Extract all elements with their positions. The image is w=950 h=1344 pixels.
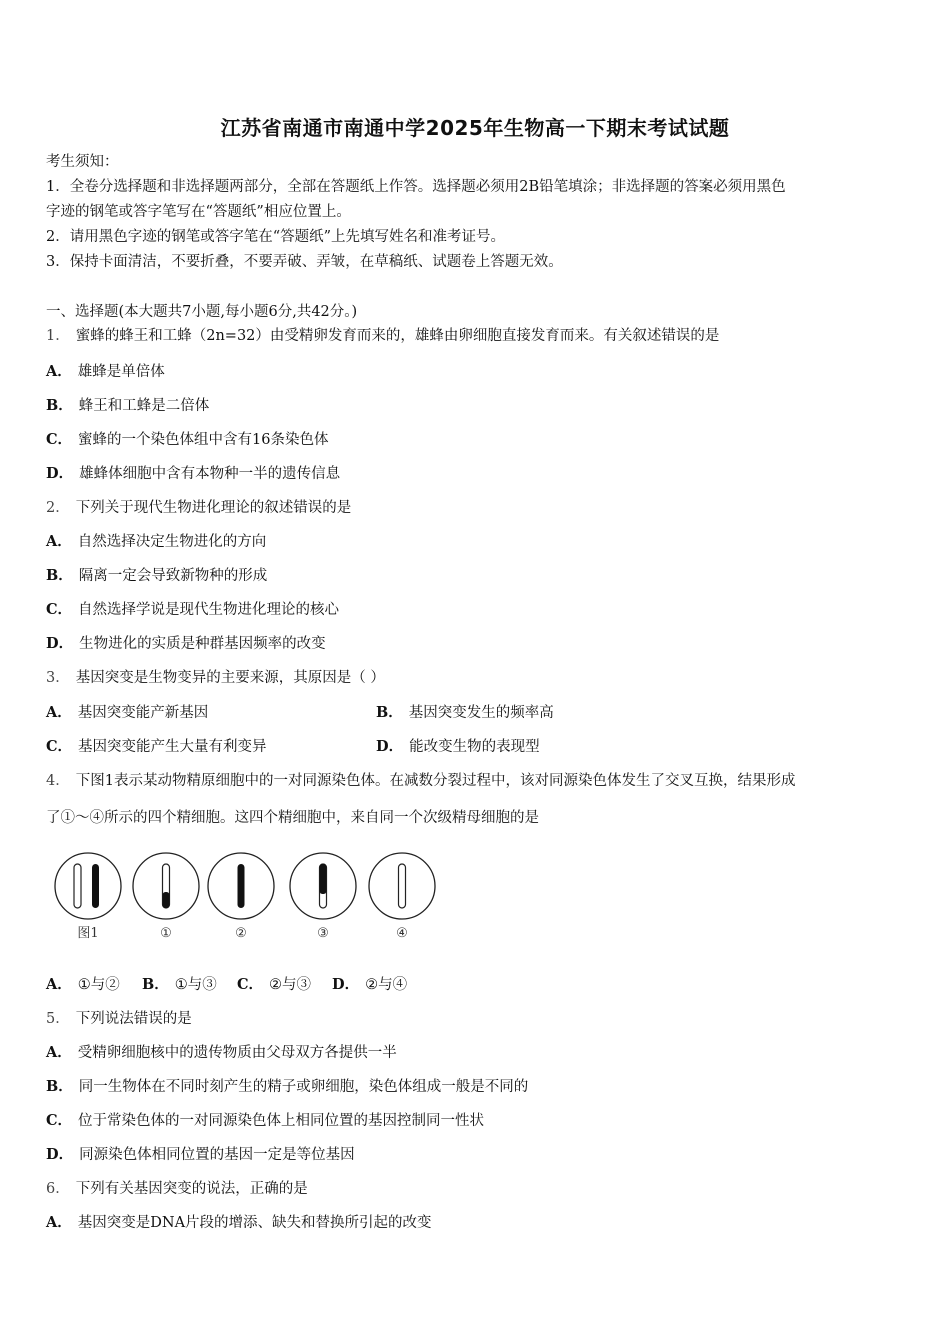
- option-label: A．: [46, 533, 72, 550]
- option-text: 自然选择学说是现代生物进化理论的核心: [78, 602, 340, 618]
- question-1-stem: [46, 326, 719, 346]
- option-text: 同源染色体相同位置的基因一定是等位基因: [79, 1147, 355, 1163]
- option-text: 蜜蜂的一个染色体组中含有16条染色体: [78, 432, 329, 448]
- option-label: B．: [142, 976, 169, 993]
- option-a[interactable]: [46, 975, 120, 995]
- option-label: B．: [376, 704, 403, 721]
- question-number: 6．: [46, 1181, 70, 1197]
- question-text: 蜜蜂的蜂王和工蜂（2n=32）由受精卵发育而来的，雄蜂由卵细胞直接发育而来。有关叙述错误的是: [75, 328, 720, 344]
- option-label: A．: [46, 704, 72, 721]
- option-label: C．: [46, 601, 73, 618]
- notice-item: 字迹的钢笔或答字笔写在“答题纸”相应位置上。: [46, 204, 351, 220]
- question-number: 5．: [46, 1011, 70, 1027]
- figure-label: 图1: [77, 926, 99, 941]
- option-label: C．: [237, 976, 264, 993]
- option-text: 位于常染色体的一对同源染色体上相同位置的基因控制同一性状: [78, 1113, 485, 1129]
- option-label: A．: [46, 363, 72, 380]
- question-number: 3．: [46, 670, 70, 686]
- option-text: 生物进化的实质是种群基因频率的改变: [79, 636, 326, 652]
- option-label: B．: [46, 397, 73, 414]
- notice-item: 2．请用黑色字迹的钢笔或答字笔在“答题纸”上先填写姓名和准考证号。: [46, 229, 506, 245]
- option-label: C．: [46, 1112, 73, 1129]
- chromosome-diagram: [50, 848, 450, 948]
- option-label: A．: [46, 976, 72, 993]
- option-c[interactable]: [46, 430, 329, 450]
- question-number: 4．: [46, 773, 70, 789]
- question-4-stem: [46, 771, 795, 791]
- option-b[interactable]: [46, 1077, 528, 1097]
- cell-figure-1: [55, 853, 121, 919]
- cell-3: [290, 853, 356, 919]
- option-b[interactable]: [142, 975, 217, 995]
- option-text: 受精卵细胞核中的遗传物质由父母双方各提供一半: [77, 1045, 397, 1061]
- option-label: C．: [46, 431, 73, 448]
- question-6-stem: [46, 1179, 308, 1199]
- question-4-stem-cont: 了①～④所示的四个精细胞。这四个精细胞中，来自同一个次级精母细胞的是: [46, 810, 539, 826]
- option-label: D．: [46, 465, 74, 482]
- option-label: D．: [46, 635, 74, 652]
- figure-label: ③: [317, 926, 329, 941]
- option-d[interactable]: [46, 464, 340, 484]
- option-a[interactable]: [46, 1213, 432, 1233]
- option-text: 雄蜂是单倍体: [77, 364, 165, 380]
- question-3-stem: [46, 668, 385, 688]
- option-text: 基因突变能产新基因: [77, 705, 209, 721]
- option-a[interactable]: [46, 362, 165, 382]
- option-text: 同一生物体在不同时刻产生的精子或卵细胞，染色体组成一般是不同的: [78, 1079, 529, 1095]
- notice-item: 1．全卷分选择题和非选择题两部分，全部在答题纸上作答。选择题必须用2B铅笔填涂；非选择题的答案必须用黑色: [46, 179, 786, 195]
- option-label: D．: [46, 1146, 74, 1163]
- option-label: C．: [46, 738, 73, 755]
- option-text: 能改变生物的表现型: [409, 739, 540, 755]
- option-b[interactable]: [46, 396, 209, 416]
- option-text: 自然选择决定生物进化的方向: [77, 534, 267, 550]
- figure-label: ①: [160, 926, 172, 941]
- section-heading: 一、选择题(本大题共7小题,每小题6分,共42分。): [46, 304, 358, 320]
- option-c[interactable]: [46, 737, 267, 757]
- option-text: 隔离一定会导致新物种的形成: [78, 568, 268, 584]
- option-b[interactable]: [376, 703, 554, 723]
- option-text: 基因突变是DNA片段的增添、缺失和替换所引起的改变: [77, 1215, 432, 1231]
- option-c[interactable]: [46, 600, 339, 620]
- option-b[interactable]: [46, 566, 267, 586]
- figure-label: ④: [396, 926, 408, 941]
- question-text: 下列说法错误的是: [75, 1011, 192, 1027]
- question-text: 下列有关基因突变的说法，正确的是: [75, 1181, 308, 1197]
- option-a[interactable]: [46, 1043, 397, 1063]
- option-d[interactable]: [46, 1145, 355, 1165]
- option-label: A．: [46, 1214, 72, 1231]
- cell-4: [369, 853, 435, 919]
- option-text: 蜂王和工蜂是二倍体: [78, 398, 210, 414]
- option-label: B．: [46, 1078, 73, 1095]
- question-5-stem: [46, 1009, 192, 1029]
- option-a[interactable]: [46, 703, 208, 723]
- notice-item: 3．保持卡面清洁，不要折叠，不要弄破、弄皱，在草稿纸、试题卷上答题无效。: [46, 254, 563, 270]
- option-text: ①与②: [77, 977, 120, 993]
- option-a[interactable]: [46, 532, 266, 552]
- option-label: A．: [46, 1044, 72, 1061]
- option-d[interactable]: [376, 737, 540, 757]
- option-text: 基因突变能产生大量有利变异: [78, 739, 267, 755]
- option-text: ②与③: [269, 977, 312, 993]
- option-d[interactable]: [46, 634, 326, 654]
- cell-2: [208, 853, 274, 919]
- question-text: 基因突变是生物变异的主要来源，其原因是（ ）: [75, 670, 385, 686]
- figure-label: ②: [235, 926, 247, 941]
- option-text: 雄蜂体细胞中含有本物种一半的遗传信息: [79, 466, 341, 482]
- question-number: 2．: [46, 500, 70, 516]
- option-label: B．: [46, 567, 73, 584]
- option-c[interactable]: [237, 975, 311, 995]
- option-text: 基因突变发生的频率高: [408, 705, 554, 721]
- option-d[interactable]: [332, 975, 407, 995]
- option-label: D．: [332, 976, 360, 993]
- question-2-stem: [46, 498, 351, 518]
- option-c[interactable]: [46, 1111, 484, 1131]
- question-text: 下列关于现代生物进化理论的叙述错误的是: [75, 500, 352, 516]
- option-label: D．: [376, 738, 404, 755]
- page-title: 江苏省南通市南通中学2025年生物高一下期末考试试题: [220, 116, 730, 140]
- chromosome-figure: [50, 848, 450, 948]
- question-number: 1．: [46, 328, 70, 344]
- notice-heading: 考生须知：: [46, 154, 119, 170]
- cell-1: [133, 853, 199, 919]
- option-text: ②与④: [365, 977, 408, 993]
- question-text: 下图1表示某动物精原细胞中的一对同源染色体。在减数分裂过程中，该对同源染色体发生了交叉互换，结果形成: [75, 773, 796, 789]
- option-text: ①与③: [174, 977, 217, 993]
